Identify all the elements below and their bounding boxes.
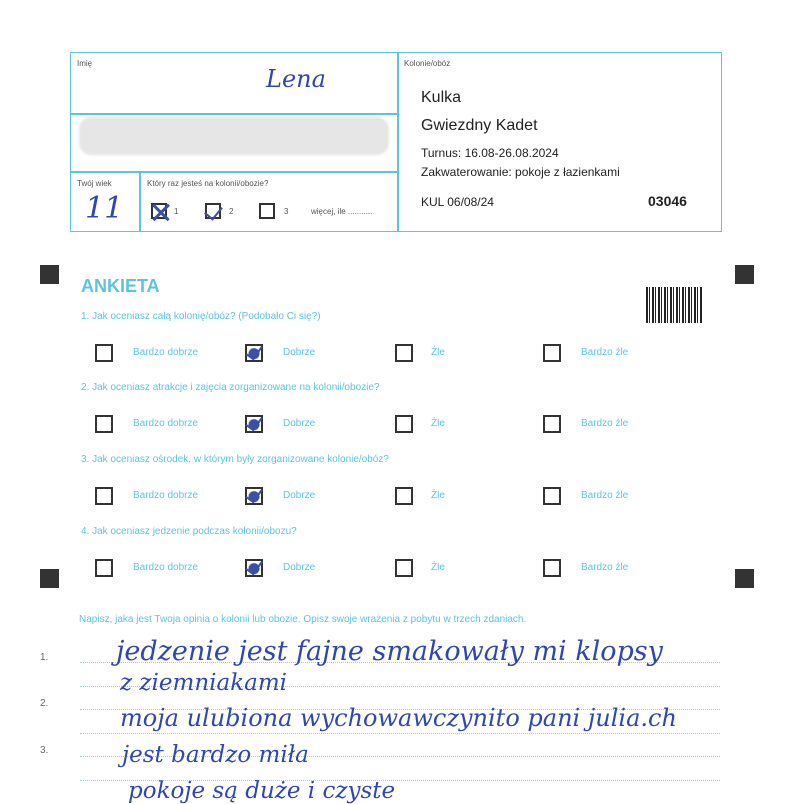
question-3-option-4-label: Bardzo źle (581, 490, 629, 501)
registration-marker (735, 265, 754, 284)
question-1-option-2-label: Dobrze (283, 347, 316, 358)
times-label: Który raz jesteś na kolonii/obozie? (147, 179, 269, 188)
handwritten-line-4: jest bardzo miła (122, 742, 309, 768)
question-4-option-4-checkbox[interactable] (543, 559, 561, 577)
handwritten-line-5: pokoje są duże i czyste (128, 778, 396, 804)
handwritten-line-3: moja ulubiona wychowawczynito pani julia.ch (120, 704, 677, 732)
registration-marker (735, 569, 754, 588)
registration-marker (40, 569, 59, 588)
handwritten-line-1: jedzenie jest fajne smakowały mi klopsy (116, 636, 663, 667)
question-4-option-3-checkbox[interactable] (395, 559, 413, 577)
question-2-option-4-label: Bardzo źle (581, 418, 629, 429)
question-3-option-2-label: Dobrze (283, 490, 316, 501)
times-checkbox-3[interactable] (259, 203, 275, 219)
handwritten-line-2: z ziemniakami (120, 670, 288, 696)
age-label: Twój wiek (77, 179, 112, 188)
question-1-option-4-checkbox[interactable] (543, 344, 561, 362)
question-3-option-1-checkbox[interactable] (95, 487, 113, 505)
question-4-option-3-label: Źle (431, 562, 445, 573)
divider (139, 171, 141, 231)
times-option-2: 2 (229, 207, 234, 216)
survey-title: ANKIETA (81, 276, 160, 296)
question-3-option-4-checkbox[interactable] (543, 487, 561, 505)
question-3-option-1-label: Bardzo dobrze (133, 490, 199, 501)
question-1-option-4-label: Bardzo źle (581, 347, 629, 358)
form-number: 03046 (648, 193, 687, 209)
camper-info-box (70, 52, 722, 232)
question-4-option-2-label: Dobrze (283, 562, 316, 573)
turnus: Turnus: 16.08-26.08.2024 (421, 146, 559, 160)
answer-line (80, 733, 720, 734)
question-4-option-2-checkbox[interactable] (245, 559, 263, 577)
question-2-option-4-checkbox[interactable] (543, 415, 561, 433)
registration-marker (40, 265, 59, 284)
question-1-option-2-checkbox[interactable] (245, 344, 263, 362)
age-value: 11 (85, 191, 124, 226)
name-value: Lena (266, 65, 326, 93)
times-checkbox-1[interactable] (151, 203, 167, 219)
question-4-option-1-label: Bardzo dobrze (133, 562, 199, 573)
question-1-option-1-checkbox[interactable] (95, 344, 113, 362)
line-number-1: 1. (40, 652, 49, 663)
line-number-2: 2. (40, 698, 49, 709)
times-checkbox-2[interactable] (205, 203, 221, 219)
question-4-option-4-label: Bardzo źle (581, 562, 629, 573)
barcode-icon (646, 287, 702, 323)
times-option-more: więcej, ile ........... (311, 207, 373, 216)
question-1-text: 1. Jak oceniasz całą kolonię/obóz? (Podobało Ci się?) (81, 311, 321, 322)
accommodation: Zakwaterowanie: pokoje z łazienkami (421, 165, 620, 179)
line-number-3: 3. (40, 745, 49, 756)
question-1-option-3-checkbox[interactable] (395, 344, 413, 362)
question-2-option-2-label: Dobrze (283, 418, 316, 429)
question-3-option-3-label: Źle (431, 490, 445, 501)
question-4-option-1-checkbox[interactable] (95, 559, 113, 577)
question-2-option-2-checkbox[interactable] (245, 415, 263, 433)
camp-name: Kulka (421, 89, 462, 106)
redacted-surname (79, 117, 389, 155)
camp-label: Kolonie/obóz (404, 59, 451, 68)
question-3-option-3-checkbox[interactable] (395, 487, 413, 505)
opinion-prompt: Napisz, jaka jest Twoja opinia o kolonii lub obozie. Opisz swoje wrażenia z pobytu w trzech zdaniach. (79, 614, 527, 625)
question-2-text: 2. Jak oceniasz atrakcje i zajęcia zorganizowane na kolonii/obozie? (81, 382, 380, 393)
times-option-3: 3 (284, 207, 289, 216)
camp-subtitle: Gwiezdny Kadet (421, 117, 538, 134)
question-3-text: 3. Jak oceniasz ośrodek, w którym były zorganizowane kolonie/obóz? (81, 454, 389, 465)
question-1-option-1-label: Bardzo dobrze (133, 347, 199, 358)
divider (71, 171, 397, 173)
camp-code: KUL 06/08/24 (421, 195, 494, 209)
question-1-option-3-label: Źle (431, 347, 445, 358)
divider (397, 53, 399, 231)
question-2-option-1-label: Bardzo dobrze (133, 418, 199, 429)
question-4-text: 4. Jak oceniasz jedzenie podczas kolonii/obozu? (81, 526, 297, 537)
times-option-1: 1 (174, 207, 179, 216)
question-2-option-3-checkbox[interactable] (395, 415, 413, 433)
name-label: Imię (77, 59, 93, 68)
question-3-option-2-checkbox[interactable] (245, 487, 263, 505)
divider (71, 113, 397, 115)
question-2-option-3-label: Źle (431, 418, 445, 429)
question-2-option-1-checkbox[interactable] (95, 415, 113, 433)
